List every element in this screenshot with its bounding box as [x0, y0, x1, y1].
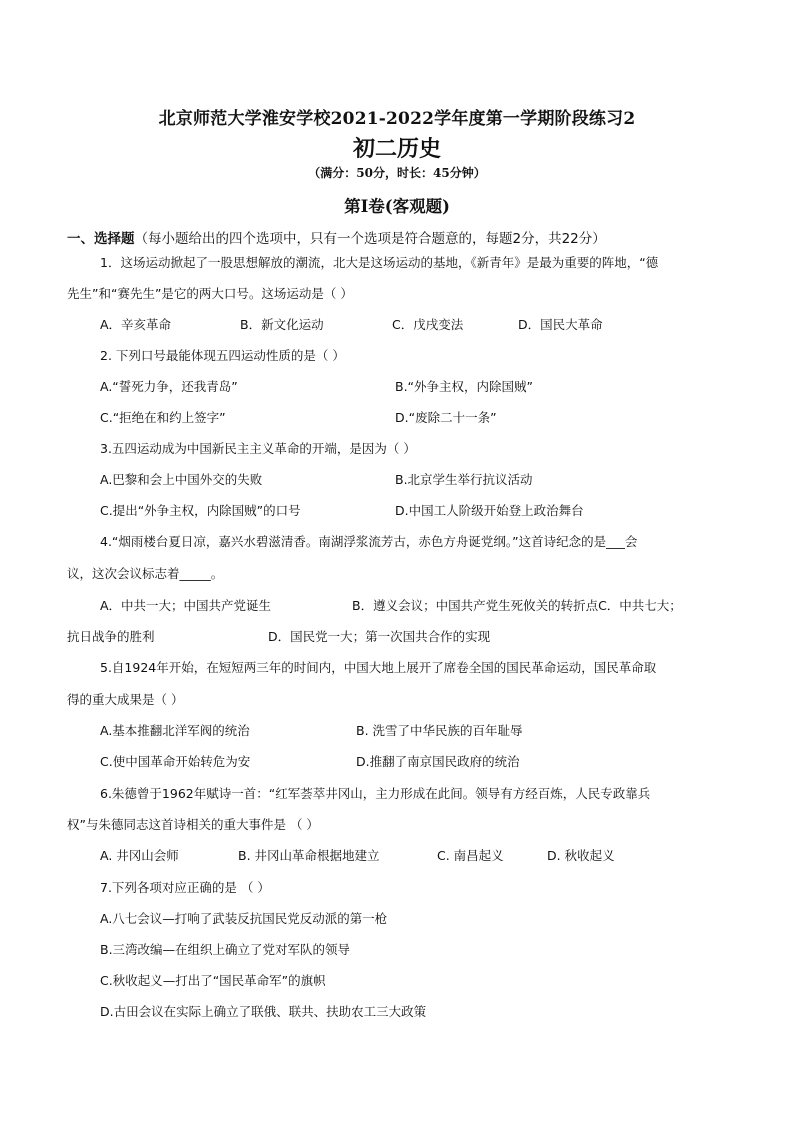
- option-text: C.“拒绝在和约上签字”: [100, 410, 226, 425]
- q2-stem: [0, 348, 794, 364]
- q7-option-b: [0, 942, 794, 958]
- option-text: B．遵义会议；中国共产党生死攸关的转折点C．中共七大；: [352, 598, 682, 613]
- option-text: C.提出“外争主权，内除国贼”的口号: [100, 503, 301, 518]
- option-text: B．新文化运动: [240, 317, 324, 332]
- q1-stem-line-2: [0, 286, 794, 302]
- q6-options: [0, 848, 794, 864]
- option-text: 抗日战争的胜利: [67, 629, 155, 644]
- option-text: A. 井冈山会师: [100, 848, 179, 863]
- section-title: 一、选择题: [67, 231, 135, 247]
- line-text: 5.自1924年开始，在短短两三年的时间内，中国大地上展开了席卷全国的国民革命运动，国民革命取: [100, 660, 657, 675]
- volume-heading: 第Ⅰ卷(客观题): [344, 197, 450, 216]
- q4-options-line-2: [0, 629, 794, 645]
- subject-title: 初二历史: [352, 137, 441, 162]
- q3-options-cd: [0, 503, 794, 519]
- option-text: D.“废除二十一条”: [395, 410, 497, 425]
- option-text: D. 秋收起义: [547, 848, 615, 863]
- exam-title: 北京师范大学淮安学校2021-2022学年度第一学期阶段练习2: [158, 109, 636, 129]
- option-text: B. 洗雪了中华民族的百年耻辱: [356, 723, 523, 738]
- line-text: 2. 下列口号最能体现五四运动性质的是（ ）: [100, 348, 345, 363]
- line-text: 先生”和“赛先生”是它的两大口号。这场运动是（ ）: [67, 286, 353, 301]
- option-text: D．国民党一大；第一次国共合作的实现: [268, 629, 491, 644]
- q5-stem-line-1: [0, 660, 794, 676]
- q6-stem-line-2: [0, 817, 794, 833]
- q4-stem-line-2: [0, 566, 794, 582]
- q6-stem-line-1: [0, 786, 794, 802]
- option-text: A.基本推翻北洋军阀的统治: [100, 723, 250, 738]
- q1-stem-line-1: [0, 255, 794, 271]
- score-time-info: （满分：50分，时长：45分钟）: [308, 166, 486, 180]
- line-text: D.古田会议在实际上确立了联俄、联共、扶助农工三大政策: [100, 1004, 427, 1019]
- q3-options-ab: [0, 472, 794, 488]
- option-text: A.巴黎和会上中国外交的失败: [100, 472, 263, 487]
- q4-options-line-1: [0, 598, 794, 614]
- option-text: A．辛亥革命: [100, 317, 172, 332]
- option-text: C.使中国革命开始转危为安: [100, 754, 251, 769]
- option-text: A.“誓死力争，还我青岛”: [100, 379, 238, 394]
- line-text: 议，这次会议标志着_____。: [67, 566, 224, 581]
- q7-option-c: [0, 973, 794, 989]
- option-text: C. 南昌起义: [437, 848, 504, 863]
- q7-stem: [0, 880, 794, 896]
- section-heading: [67, 227, 767, 247]
- option-text: B.北京学生举行抗议活动: [395, 472, 533, 487]
- option-text: D．国民大革命: [518, 317, 603, 332]
- line-text: 7.下列各项对应正确的是 （ ）: [100, 880, 270, 895]
- line-text: 3.五四运动成为中国新民主主义革命的开端，是因为（ ）: [100, 441, 416, 456]
- line-text: 权”与朱德同志这首诗相关的重大事件是 （ ）: [67, 817, 319, 832]
- q4-stem-line-1: [0, 534, 794, 550]
- section-instructions: （每小题给出的四个选项中，只有一个选项是符合题意的，每题2分，共22分）: [134, 231, 606, 247]
- q5-options-ab: [0, 723, 794, 739]
- option-text: D.中国工人阶级开始登上政治舞台: [395, 503, 584, 518]
- q1-options: [0, 317, 794, 333]
- option-text: D.推翻了南京国民政府的统治: [356, 754, 520, 769]
- q2-options-cd: [0, 410, 794, 426]
- line-text: 4.“烟雨楼台夏日凉，嘉兴水碧滋清香。南湖浮浆流芳古，赤色方舟诞党纲。”这首诗纪念的是___会: [100, 534, 638, 549]
- line-text: B.三湾改编—在组织上确立了党对军队的领导: [100, 942, 351, 957]
- q5-options-cd: [0, 754, 794, 770]
- q7-option-a: [0, 911, 794, 927]
- option-text: A．中共一大；中国共产党诞生: [100, 598, 272, 613]
- option-text: B.“外争主权，内除国贼”: [395, 379, 534, 394]
- q3-stem: [0, 441, 794, 457]
- q2-options-ab: [0, 379, 794, 395]
- line-text: C.秋收起义—打出了“国民革命军”的旗帜: [100, 973, 326, 988]
- option-text: C．戊戌变法: [392, 317, 464, 332]
- q5-stem-line-2: [0, 692, 794, 708]
- line-text: 得的重大成果是（ ）: [67, 692, 184, 707]
- line-text: 1．这场运动掀起了一股思想解放的潮流，北大是这场运动的基地，《新青年》是最为重要的阵地，“德: [100, 255, 659, 270]
- line-text: A.八七会议—打响了武装反抗国民党反动派的第一枪: [100, 911, 388, 926]
- line-text: 6.朱德曾于1962年赋诗一首：“红军荟萃井冈山，主力形成在此间。领导有方经百炼，人民专政靠兵: [100, 786, 651, 801]
- option-text: B. 井冈山革命根据地建立: [238, 848, 380, 863]
- q7-option-d: [0, 1004, 794, 1020]
